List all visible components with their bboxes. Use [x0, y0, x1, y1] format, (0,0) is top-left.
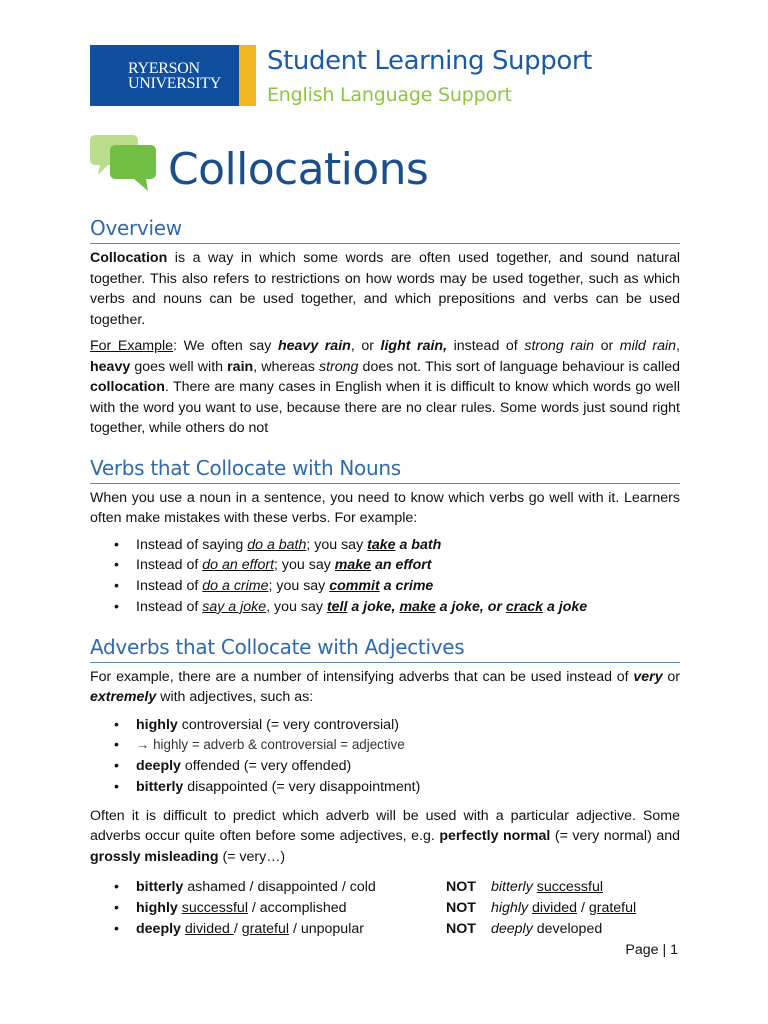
logo-line-2: UNIVERSITY — [128, 74, 221, 92]
p2-text-2: , or — [350, 338, 381, 354]
p2-text-7: , whereas — [253, 358, 319, 375]
comparison-list — [90, 877, 680, 939]
correct-verb: make — [399, 598, 436, 615]
logo-text — [90, 45, 239, 106]
p2-text-9: . There are many cases in English when it is difficult to know which words go well with the word you want to use, because there are no clear rules. Some words just sound right together, while others do not — [90, 379, 680, 436]
adverbs-heading: Adverbs that Collocate with Adjectives — [90, 635, 680, 663]
correct-verb: take — [367, 536, 396, 553]
wrong-adjective: grateful — [588, 900, 637, 917]
extremely-term: extremely — [90, 689, 157, 706]
collocates: ashamed / disappointed / cold — [183, 879, 376, 896]
correct-verb: tell — [326, 598, 348, 615]
correct-rest: a bath — [395, 536, 442, 553]
wrong-collocation: do a bath — [247, 536, 307, 553]
collocate: divided — [184, 920, 234, 937]
list-item — [90, 756, 680, 777]
list-item — [90, 576, 680, 597]
adverb-note-text: → highly = adverb & controversial = adjective — [136, 737, 405, 753]
light-rain-term: light rain, — [380, 338, 448, 354]
correct-verb: commit — [329, 578, 380, 595]
collocation-term: Collocation — [90, 250, 168, 266]
speech-bubbles-icon — [90, 133, 160, 193]
item-prefix: Instead of — [136, 557, 203, 574]
item-prefix: Instead of — [136, 578, 203, 595]
rain-term: rain — [227, 358, 254, 375]
p2-text-5: , — [676, 338, 680, 354]
p2-text-3: instead of — [447, 338, 525, 354]
brand-subtitle: English Language Support — [267, 84, 512, 106]
p2-text-6: goes well with — [130, 358, 228, 375]
logo-gold-stripe — [239, 45, 256, 106]
item-mid: ; you say — [274, 557, 335, 574]
collocates: / unpopular — [289, 920, 364, 937]
adverb-term: bitterly — [136, 779, 184, 796]
not-label: NOT — [446, 900, 476, 917]
comparison-wrong — [491, 919, 602, 940]
overview-paragraph-1 — [90, 248, 680, 330]
comparison-row — [90, 898, 680, 919]
correct-verb: crack — [505, 598, 544, 615]
list-item — [90, 777, 680, 798]
correct-rest: a joke, — [347, 598, 400, 615]
item-prefix: Instead of — [136, 598, 203, 615]
verbs-intro: When you use a noun in a sentence, you need to know which verbs go well with it. Learners often make mistakes with these verbs. For example: — [90, 489, 680, 526]
overview-paragraph-2 — [90, 336, 680, 439]
wrong-adverb: deeply — [491, 920, 533, 937]
correct-verb: make — [334, 557, 372, 574]
adverb-rest: controversial (= very controversial) — [177, 716, 399, 733]
wrong-adjective: successful — [536, 879, 603, 896]
logo-line-1: RYERSON — [128, 59, 200, 77]
collocate: successful — [181, 900, 248, 917]
verbs-list — [90, 535, 680, 618]
brand-title: Student Learning Support — [267, 46, 592, 76]
document-title: Collocations — [168, 144, 429, 195]
adverb-term: bitterly — [136, 879, 184, 896]
list-item — [90, 715, 680, 736]
perfectly-normal-term: perfectly normal — [439, 828, 551, 845]
item-prefix: Instead of saying — [136, 536, 248, 553]
page-number: Page | 1 — [625, 942, 678, 958]
adverbs-intro — [90, 667, 680, 708]
overview-p1-text: is a way in which some words are often used together, and sound natural together. This also refers to restrictions on how words may be used together, such as which verbs and nouns can be used together, and which prepositions and verbs can be used together. — [90, 250, 680, 328]
list-item — [90, 597, 680, 618]
document-body — [90, 216, 680, 940]
comparison-correct — [90, 898, 446, 919]
adverb-term: deeply — [136, 920, 181, 937]
strong-term: strong — [319, 358, 359, 375]
wrong-adjective: divided — [532, 900, 577, 917]
correct-rest: a joke — [543, 598, 588, 615]
comparison-correct — [90, 919, 446, 940]
item-mid: ; you say — [268, 578, 330, 595]
separator: / — [233, 920, 242, 937]
correct-rest: a joke, or — [435, 598, 506, 615]
correct-rest: a crime — [379, 578, 434, 595]
wrong-collocation: do an effort — [202, 557, 275, 574]
heavy-term: heavy — [90, 358, 131, 375]
grossly-misleading-term: grossly misleading — [90, 848, 219, 865]
adverb-term: highly — [136, 900, 178, 917]
p2-text-1: Often it is difficult to predict which adverb will be used with a particular adjective. Some adverbs occur quite often before some adjectives, e.g. — [90, 807, 680, 845]
wrong-adjective: developed — [532, 920, 603, 937]
comparison-correct — [90, 877, 446, 898]
p2-text-3: (= very…) — [218, 848, 286, 865]
intro-text-2: or — [662, 668, 680, 685]
adverb-term: deeply — [136, 758, 181, 775]
heavy-rain-term: heavy rain — [277, 338, 351, 354]
wrong-adverb: bitterly — [491, 879, 533, 896]
comparison-row — [90, 919, 680, 940]
very-term: very — [633, 668, 663, 685]
wrong-collocation: do a crime — [202, 578, 269, 595]
collocate: grateful — [241, 920, 290, 937]
not-label: NOT — [446, 920, 476, 937]
ryerson-logo — [90, 45, 256, 106]
p2-text-4: or — [594, 338, 620, 354]
comparison-wrong — [491, 898, 636, 919]
mild-rain-term: mild rain — [619, 338, 677, 354]
strong-rain-term: strong rain — [524, 338, 595, 354]
verbs-heading: Verbs that Collocate with Nouns — [90, 456, 680, 484]
comparison-wrong — [491, 877, 603, 898]
adverbs-paragraph-2 — [90, 806, 680, 868]
item-mid: , you say — [266, 598, 327, 615]
collocation-term-2: collocation — [90, 379, 165, 395]
comparison-row — [90, 877, 680, 898]
p2-text-1: : We often say — [173, 338, 278, 354]
for-example-label: For Example — [90, 338, 174, 354]
list-item — [90, 555, 680, 576]
adverb-rest: disappointed (= very disappointment) — [183, 779, 421, 796]
adverb-rest: offended (= very offended) — [180, 758, 352, 775]
adverb-note — [90, 735, 680, 756]
not-label: NOT — [446, 879, 476, 896]
adverb-term: highly — [136, 716, 178, 733]
separator: / — [577, 900, 589, 917]
wrong-adverb: highly — [491, 900, 529, 917]
overview-heading: Overview — [90, 216, 680, 244]
p2-text-8: does not. This sort of language behaviour is called — [358, 358, 680, 375]
intro-text-3: with adjectives, such as: — [156, 689, 314, 706]
intro-text-1: For example, there are a number of intensifying adverbs that can be used instead of — [90, 668, 634, 685]
p2-text-2: (= very normal) and — [550, 828, 680, 845]
item-mid: ; you say — [306, 536, 368, 553]
wrong-collocation: say a joke — [202, 598, 267, 615]
adverbs-list — [90, 715, 680, 798]
collocates: / accomplished — [247, 900, 347, 917]
correct-rest: an effort — [371, 557, 432, 574]
list-item — [90, 535, 680, 556]
